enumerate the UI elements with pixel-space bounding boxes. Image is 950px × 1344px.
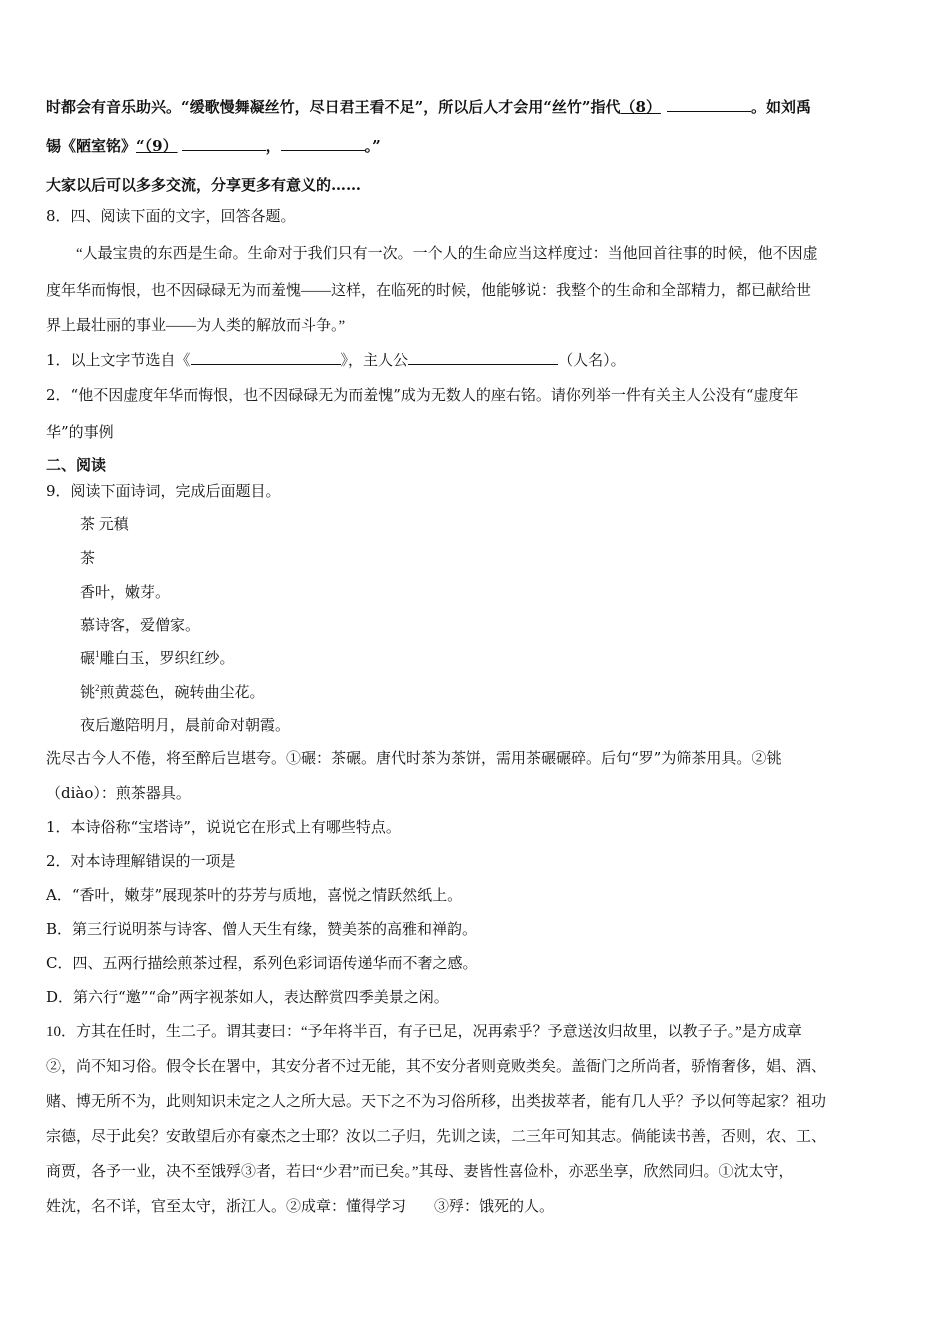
blank-9b[interactable] bbox=[281, 136, 365, 151]
book-title-blank[interactable] bbox=[191, 350, 341, 365]
poem-notes-line-1: 洗尽古今人不倦，将至醉后岂堪夸。①碾：茶碾。唐代时茶为茶饼，需用茶碾碾碎。后句“罗”为筛茶用具。②铫 bbox=[46, 749, 782, 767]
blank-8[interactable] bbox=[667, 97, 751, 112]
poem-line-6: 夜后邀陪明月，晨前命对朝霞。 bbox=[80, 718, 291, 734]
poem-notes-line-2: （diào）：煎茶器具。 bbox=[46, 784, 191, 802]
q10-line-2: ②，尚不知习俗。假令长在署中，其安分者不过无能，其不安分者则竟败类矣。盖衙门之所尚者，骄惰奢侈，娼、酒、 bbox=[46, 1059, 827, 1075]
poem-line-2: 香叶，嫩芽。 bbox=[80, 585, 171, 601]
blank-9a[interactable] bbox=[182, 136, 266, 151]
q8-quote-line-3: 界上最壮丽的事业——为人类的解放而斗争。” bbox=[46, 318, 346, 334]
q10-line-3: 赌、博无所不为，此则知识未定之人之所大忌。天下之不为习俗所移，出类拔萃者，能有几人乎？予以何等起家？祖功 bbox=[46, 1094, 827, 1110]
option-b[interactable]: B．第三行说明茶与诗客、僧人天生有缘，赞美茶的高雅和禅韵。 bbox=[46, 920, 478, 938]
q10-notes-line: 姓沈，名不详，官至太守，浙江人。②成章：懂得学习 ③殍：饿死的人。 bbox=[46, 1197, 555, 1215]
q8-sub-question-1: 1．以上文字节选自《 》，主人公 （人名）。 bbox=[46, 351, 626, 369]
option-d[interactable]: D．第六行“邀”“命”两字视茶如人，表达醉赏四季美景之闲。 bbox=[46, 988, 449, 1006]
footnote-marker-1: 1 bbox=[95, 649, 100, 659]
q7-line-1: 时都会有音乐助兴。“缓歌慢舞凝丝竹，尽日君王看不足”，所以后人才会用“丝竹”指代（8） 。如刘禹 bbox=[46, 98, 811, 116]
q7-line-2: 锡《陋室铭》“（9） ， 。” bbox=[46, 137, 381, 155]
q9-sub-question-1: 1．本诗俗称“宝塔诗”，说说它在形式上有哪些特点。 bbox=[46, 818, 401, 836]
option-c[interactable]: C．四、五两行描绘煎茶过程，系列色彩词语传递华而不奢之感。 bbox=[46, 954, 478, 972]
q8-quote-line-1: “人最宝贵的东西是生命。生命对于我们只有一次。一个人的生命应当这样度过：当他回首往事的时候，他不因虚 bbox=[76, 246, 818, 262]
section-heading-reading: 二、阅读 bbox=[46, 456, 107, 474]
q7-closing-line: 大家以后可以多多交流，分享更多有意义的…… bbox=[46, 176, 362, 194]
q8-header: 8．四、阅读下面的文字，回答各题。 bbox=[46, 207, 296, 225]
q8-quote-line-2: 度年华而悔恨，也不因碌碌无为而羞愧——这样，在临死的时候，他能够说：我整个的生命和全部精力，都已献给世 bbox=[46, 283, 812, 299]
poem-line-4: 碾$^1$雕白玉，罗织红纱。 bbox=[80, 649, 235, 667]
q10-line-1: 10．方其在任时，生二子。谓其妻曰：“予年将半百，有子已足，况再索乎？予意送汝归故里，以教子子。”是方成章 bbox=[46, 1024, 802, 1040]
poem-line-1: 茶 bbox=[80, 551, 96, 567]
poem-line-5: 铫$^2$煎黄蕊色，碗转曲尘花。 bbox=[80, 683, 265, 701]
q8-sub-question-2-line-2: 华”的事例 bbox=[46, 423, 114, 441]
blank-8-label: （8） bbox=[620, 98, 661, 116]
protagonist-blank[interactable] bbox=[408, 350, 558, 365]
q10-line-4: 宗德，尽于此矣？安敢望后亦有豪杰之士耶？汝以二子归，先训之读，二三年可知其志。倘能读书善，否则，农、工、 bbox=[46, 1129, 827, 1145]
footnote-marker-2: 2 bbox=[95, 683, 100, 693]
poem-line-3: 慕诗客，爱僧家。 bbox=[80, 618, 201, 634]
q8-sub-question-2-line-1: 2．“他不因虚度年华而悔恨，也不因碌碌无为而羞愧”成为无数人的座右铭。请你列举一件有关主人公没有“虚度年 bbox=[46, 386, 799, 404]
q10-line-5: 商贾，各予一业，决不至饿殍③者，若曰“少君”而已矣。”其母、妻皆性喜俭朴，亦恶坐享，欣然同归。①沈太守， bbox=[46, 1164, 794, 1180]
blank-9-label: “（9） bbox=[136, 137, 178, 155]
poem-title: 茶 元稹 bbox=[80, 517, 129, 533]
q9-header: 9．阅读下面诗词，完成后面题目。 bbox=[46, 482, 281, 500]
option-a[interactable]: A．“香叶，嫩芽”展现茶叶的芬芳与质地，喜悦之情跃然纸上。 bbox=[46, 886, 463, 904]
q9-sub-question-2: 2．对本诗理解错误的一项是 bbox=[46, 852, 236, 870]
